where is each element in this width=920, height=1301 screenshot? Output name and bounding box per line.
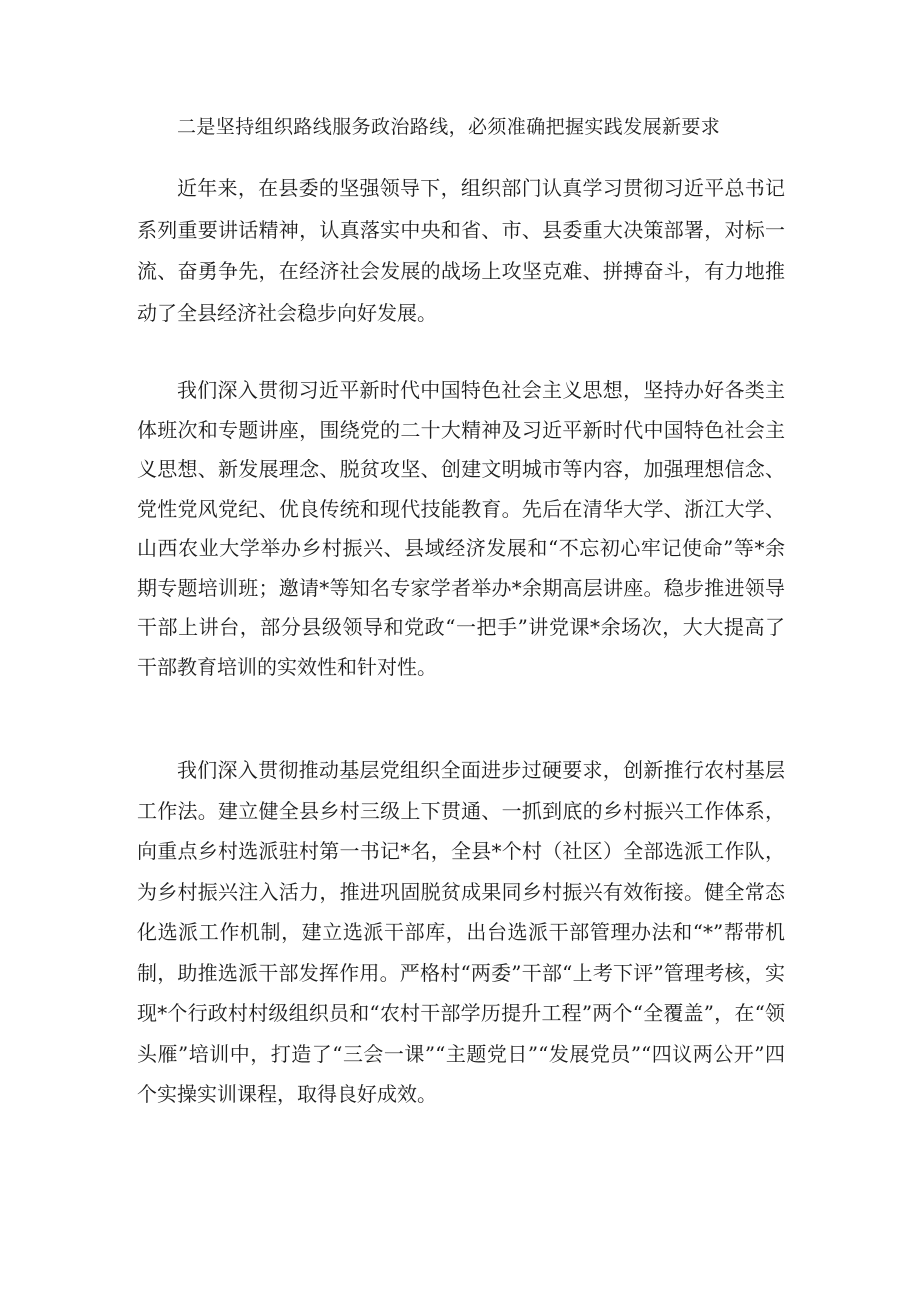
paragraph-intro: 近年来，在县委的坚强领导下，组织部门认真学习贯彻习近平总书记系列重要讲话精神，认真落实中央和省、市、县委重大决策部署，对标一流、奋勇争先，在经济社会发展的战场上攻坚克难、拼搏奋斗，有力地推动了全县经济社会稳步向好发展。 — [137, 176, 785, 325]
paragraph-grassroots-work: 我们深入贯彻推动基层党组织全面进步过硬要求，创新推行农村基层工作法。建立健全县乡村三级上下贯通、一抓到底的乡村振兴工作体系，向重点乡村选派驻村第一书记*名，全县*个村（社区）全部选派工作队，为乡村振兴注入活力，推进巩固脱贫成果同乡村振兴有效衔接。健全常态化选派工作机制，建立选派干部库，出台选派干部管理办法和“*”帮带机制，助推选派干部发挥作用。严格村“两委”干部“上考下评”管理考核，实现*个行政村村级组织员和“农村干部学历提升工程”两个“全覆盖”，在“领头雁”培训中，打造了“三会一课”“主题党日”“发展党员”“四议两公开”四个实操实训课程，取得良好成效。 — [137, 758, 785, 1106]
paragraph-education-training: 我们深入贯彻习近平新时代中国特色社会主义思想，坚持办好各类主体班次和专题讲座，围绕党的二十大精神及习近平新时代中国特色社会主义思想、新发展理念、脱贫攻坚、创建文明城市等内容，加强理想信念、党性党风党纪、优良传统和现代技能教育。先后在清华大学、浙江大学、山西农业大学举办乡村振兴、县域经济发展和“不忘初心牢记使命”等*余期专题培训班；邀请*等知名专家学者举办*余期高层讲座。稳步推进领导干部上讲台，部分县级领导和党政“一把手”讲党课*余场次，大大提高了干部教育培训的实效性和针对性。 — [137, 378, 785, 679]
section-heading: 二是坚持组织路线服务政治路线，必须准确把握实践发展新要求 — [177, 116, 721, 138]
